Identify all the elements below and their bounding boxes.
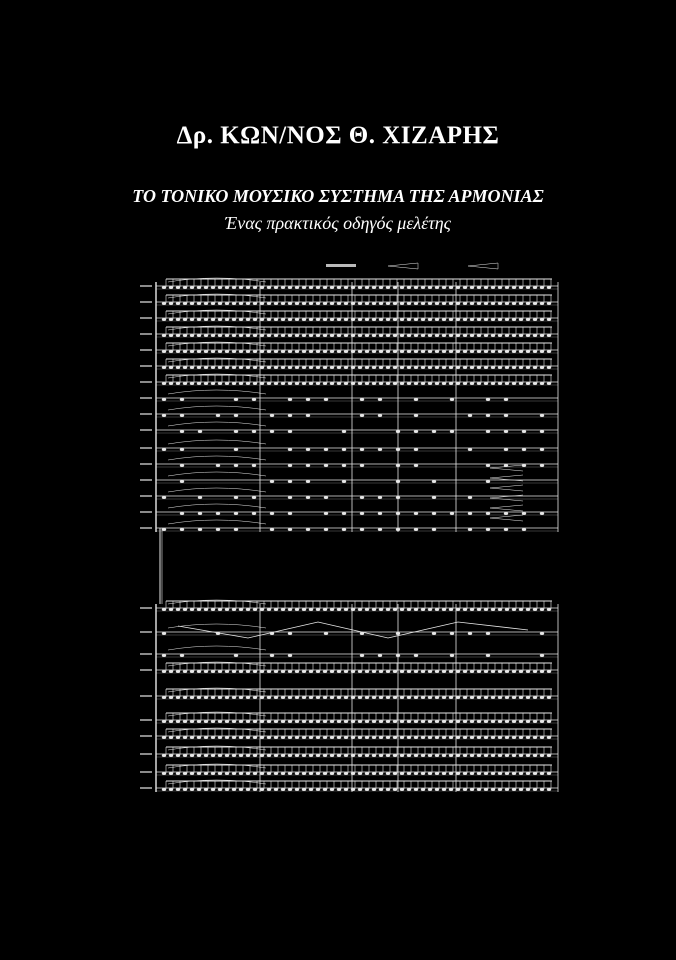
orchestral-score-icon [138, 258, 561, 798]
book-title: ΤΟ ΤΟΝΙΚΟ ΜΟΥΣΙΚΟ ΣΥΣΤΗΜΑ ΤΗΣ ΑΡΜΟΝΙΑΣ [132, 186, 544, 206]
book-subtitle: Ένας πρακτικός οδηγός μελέτης [225, 213, 451, 233]
author-name: Δρ. ΚΩΝ/ΝΟΣ Θ. ΧΙΖΑΡΗΣ [176, 122, 500, 149]
orchestral-score-image [138, 258, 561, 798]
